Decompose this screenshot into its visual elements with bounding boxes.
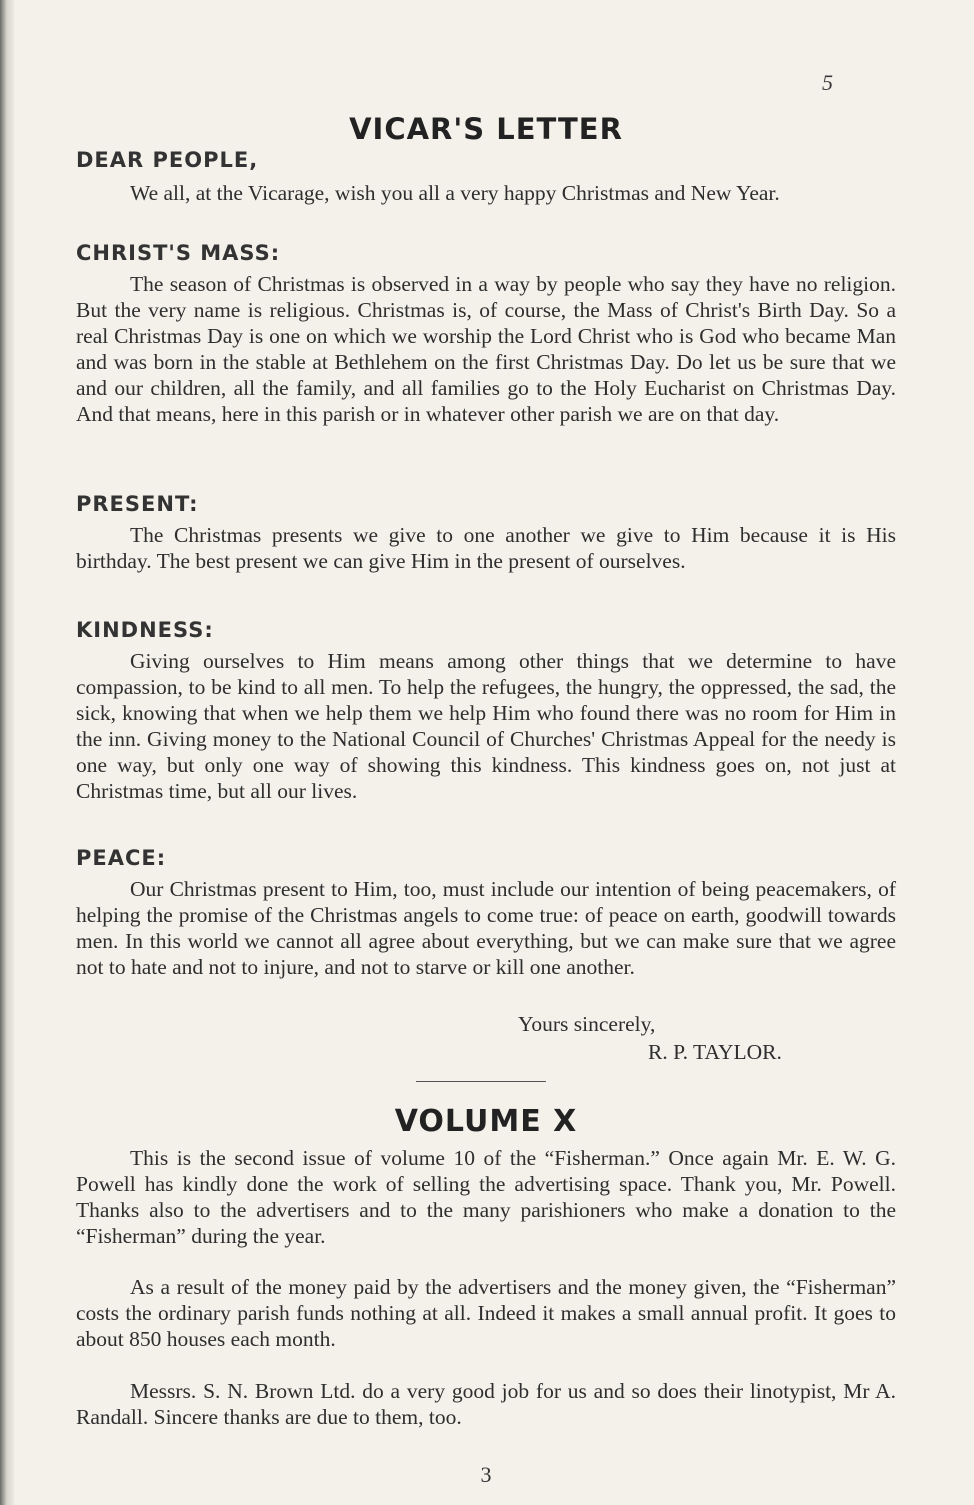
heading-christs-mass: CHRIST'S MASS:	[76, 241, 281, 265]
heading-present: PRESENT:	[76, 492, 199, 516]
corner-mark: 5	[822, 70, 833, 95]
volume-paragraph-1: This is the second issue of volume 10 of the “Fisherman.” Once again Mr. E. W. G. Powell has kindly done the work of selling the advertising space. Thank you, Mr. Powell. Thanks also to the advertisers and to the many parishioners who make a donation to the “Fisherman” during the year.	[76, 1146, 896, 1248]
closing: Yours sincerely,	[518, 1012, 656, 1036]
page-binding-edge	[0, 0, 14, 1505]
volume-paragraph-2: As a result of the money paid by the advertisers and the money given, the “Fisherman” costs the ordinary parish funds nothing at all. Indeed it makes a small annual profit. It goes to about 850 houses each month.	[76, 1275, 896, 1351]
volume-paragraph-3: Messrs. S. N. Brown Ltd. do a very good job for us and so does their linotypist, Mr A. Randall. Sincere thanks are due to them, too.	[76, 1379, 896, 1429]
paragraph-present: The Christmas presents we give to one another we give to Him because it is His birthday. The best present we can give Him in the present of ourselves.	[76, 523, 896, 573]
page-number: 3	[480, 1462, 492, 1487]
section-divider	[416, 1081, 546, 1082]
volume-title: VOLUME X	[394, 1104, 578, 1139]
heading-peace: PEACE:	[76, 846, 167, 870]
paragraph-christs-mass: The season of Christmas is observed in a way by people who say they have no religion. But the very name is religious. Christmas is, of course, the Mass of Christ's Birth Day. So a real Christmas Day is one on which we worship the Lord Christ who is God who became Man and was born in the stable at Bethlehem on the first Christmas Day. Do let us be sure that we and our children, all the family, and all families go to the Holy Eucharist on Christmas Day. And that means, here in this parish or in whatever other parish we are on that day.	[76, 272, 896, 426]
signature: R. P. TAYLOR.	[648, 1040, 782, 1064]
salutation: DEAR PEOPLE,	[76, 148, 259, 172]
vicars-letter-title: VICAR'S LETTER	[349, 112, 623, 146]
heading-kindness: KINDNESS:	[76, 618, 214, 642]
paragraph-peace: Our Christmas present to Him, too, must include our intention of being peacemakers, of helping the promise of the Christmas angels to come true: of peace on earth, goodwill towards men. In this world we cannot all agree about everything, but we can make sure that we agree not to hate and not to injure, and not to starve or kill one another.	[76, 877, 896, 979]
intro-paragraph: We all, at the Vicarage, wish you all a very happy Christmas and New Year.	[130, 181, 780, 205]
paragraph-kindness: Giving ourselves to Him means among other things that we determine to have compassion, to be kind to all men. To help the refugees, the hungry, the oppressed, the sad, the sick, knowing that when we help them we help Him who found there was no room for Him in the inn. Giving money to the National Council of Churches' Christmas Appeal for the needy is one way, but only one way of showing this kindness. This kindness goes on, not just at Christmas time, but all our lives.	[76, 649, 896, 803]
